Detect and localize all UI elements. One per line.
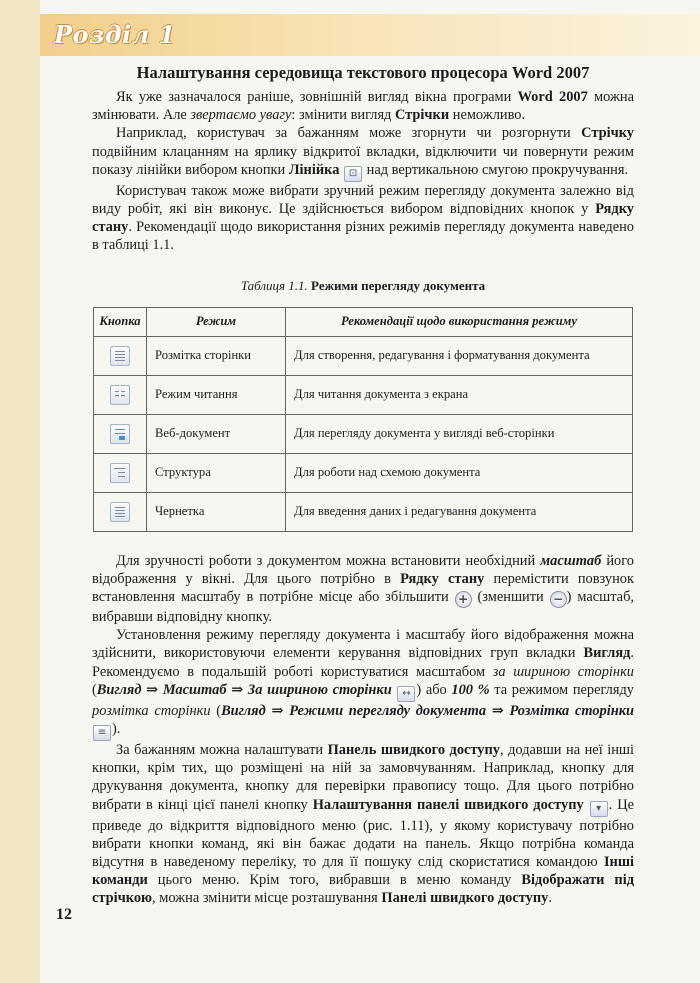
zoom-out-icon: −: [550, 591, 567, 608]
page-width-icon: ↔: [397, 686, 415, 702]
table-caption: Таблиця 1.1. Режими перегляду документа: [240, 277, 486, 293]
table-header-cell: Кнопка: [94, 307, 147, 336]
table-header-cell: Режим: [147, 307, 286, 336]
mode-recommendation: Для читання документа з екрана: [286, 375, 633, 414]
mode-recommendation: Для перегляду документа у вигляді веб-сторінки: [286, 414, 633, 453]
web-layout-icon: [110, 424, 130, 444]
table-header-cell: Рекомендації щодо використання режиму: [286, 307, 633, 336]
table-row: [94, 414, 633, 453]
table-row: [94, 375, 633, 414]
print-layout-icon: [110, 346, 130, 366]
table-header-row: [94, 307, 633, 336]
mode-name: Режим читання: [147, 375, 286, 414]
paragraph: Як уже зазначалося раніше, зовнішній вигляд вікна програми Word 2007 можна змінювати. Але звертаємо увагу: змінити вигляд Стрічки неможливо.: [92, 89, 634, 124]
paragraph: Для зручності роботи з документом можна встановити необхідний масштаб його відображення у вікні. Для цього потрібно в Рядку стану перемістити повзунок встановлення масштабу в потрібне місце або збільшити + (зменшити − ) масштаб, вибравши відповідну кнопку.: [92, 552, 634, 626]
table-row: [94, 492, 633, 531]
print-layout-icon: ≡: [93, 725, 111, 741]
zoom-in-icon: +: [455, 591, 472, 608]
ruler-icon: ⊡: [344, 166, 362, 182]
mode-name: Розмітка сторінки: [147, 336, 286, 375]
section-title: Налаштування середовища текстового процесора Word 2007: [136, 63, 590, 82]
mode-recommendation: Для введення даних і редагування документа: [286, 492, 633, 531]
outline-icon: [110, 463, 130, 483]
mode-recommendation: Для роботи над схемою документа: [286, 453, 633, 492]
paragraph: Наприклад, користувач за бажанням може згорнути чи розгорнути Стрічку подвійним клацанням на ярлику відкритої вкладки, відключити чи повернути режим показу лінійки вибором кнопки Лінійка ⊡ над вертикальною смугою прокручування.: [92, 124, 634, 181]
mode-name: Структура: [147, 453, 286, 492]
customize-toolbar-icon: ▾: [590, 801, 608, 817]
page-number: 12: [56, 906, 72, 923]
paragraph: За бажанням можна налаштувати Панель швидкого доступу, додавши на неї інші кнопки, крім тих, що розміщені на ній за замовчуванням. Наприклад, кнопку для друкування документа, кнопку для перевірки правопису тощо. Для цього потрібно вибрати в кінці цієї панелі кнопку Налаштування панелі швидкого доступу ▾ . Це приведе до відкриття відповідного меню (рис. 1.11), у якому користувачу потрібно вибрати кнопки команд, які він бажає додати на панель. Якщо потрібна команда відсутня в наведеному переліку, то для її пошуку слід скористатися командою Інші команди цього меню. Крім того, вибравши в меню команду Відображати під стрічкою, можна змінити місце розташування Панелі швидкого доступу.: [92, 742, 634, 907]
view-modes-table: [93, 307, 633, 532]
page-margin-bar: [0, 0, 40, 983]
mode-name: Веб-документ: [147, 414, 286, 453]
mode-recommendation: Для створення, редагування і форматування документа: [286, 336, 633, 375]
paragraph: Установлення режиму перегляду документа і масштабу його відображення можна здійснити, використовуючи елементи керування відповідних груп вкладки Вигляд. Рекомендуємо в подальшій роботі користуватися масштабом за шириною сторінки (Вигляд ⇒ Масштаб ⇒ За шириною сторінки ↔ ) або 100 % та режимом перегляду розмітка сторінки (Вигляд ⇒ Режими перегляду документа ⇒ Розмітка сторінки ≡ ).: [92, 626, 634, 741]
draft-icon: [110, 502, 130, 522]
page-content: [92, 62, 634, 908]
mode-name: Чернетка: [147, 492, 286, 531]
table-row: [94, 336, 633, 375]
full-screen-reading-icon: [110, 385, 130, 405]
paragraph: Користувач також може вибрати зручний режим перегляду документа залежно від виду робіт, які він виконує. Це здійснюється вибором відповідних кнопок у Рядку стану. Рекомендації щодо використання різних режимів перегляду документа наведено в таблиці 1.1.: [92, 182, 634, 254]
section-label: Розділ 1: [54, 20, 176, 49]
table-row: [94, 453, 633, 492]
